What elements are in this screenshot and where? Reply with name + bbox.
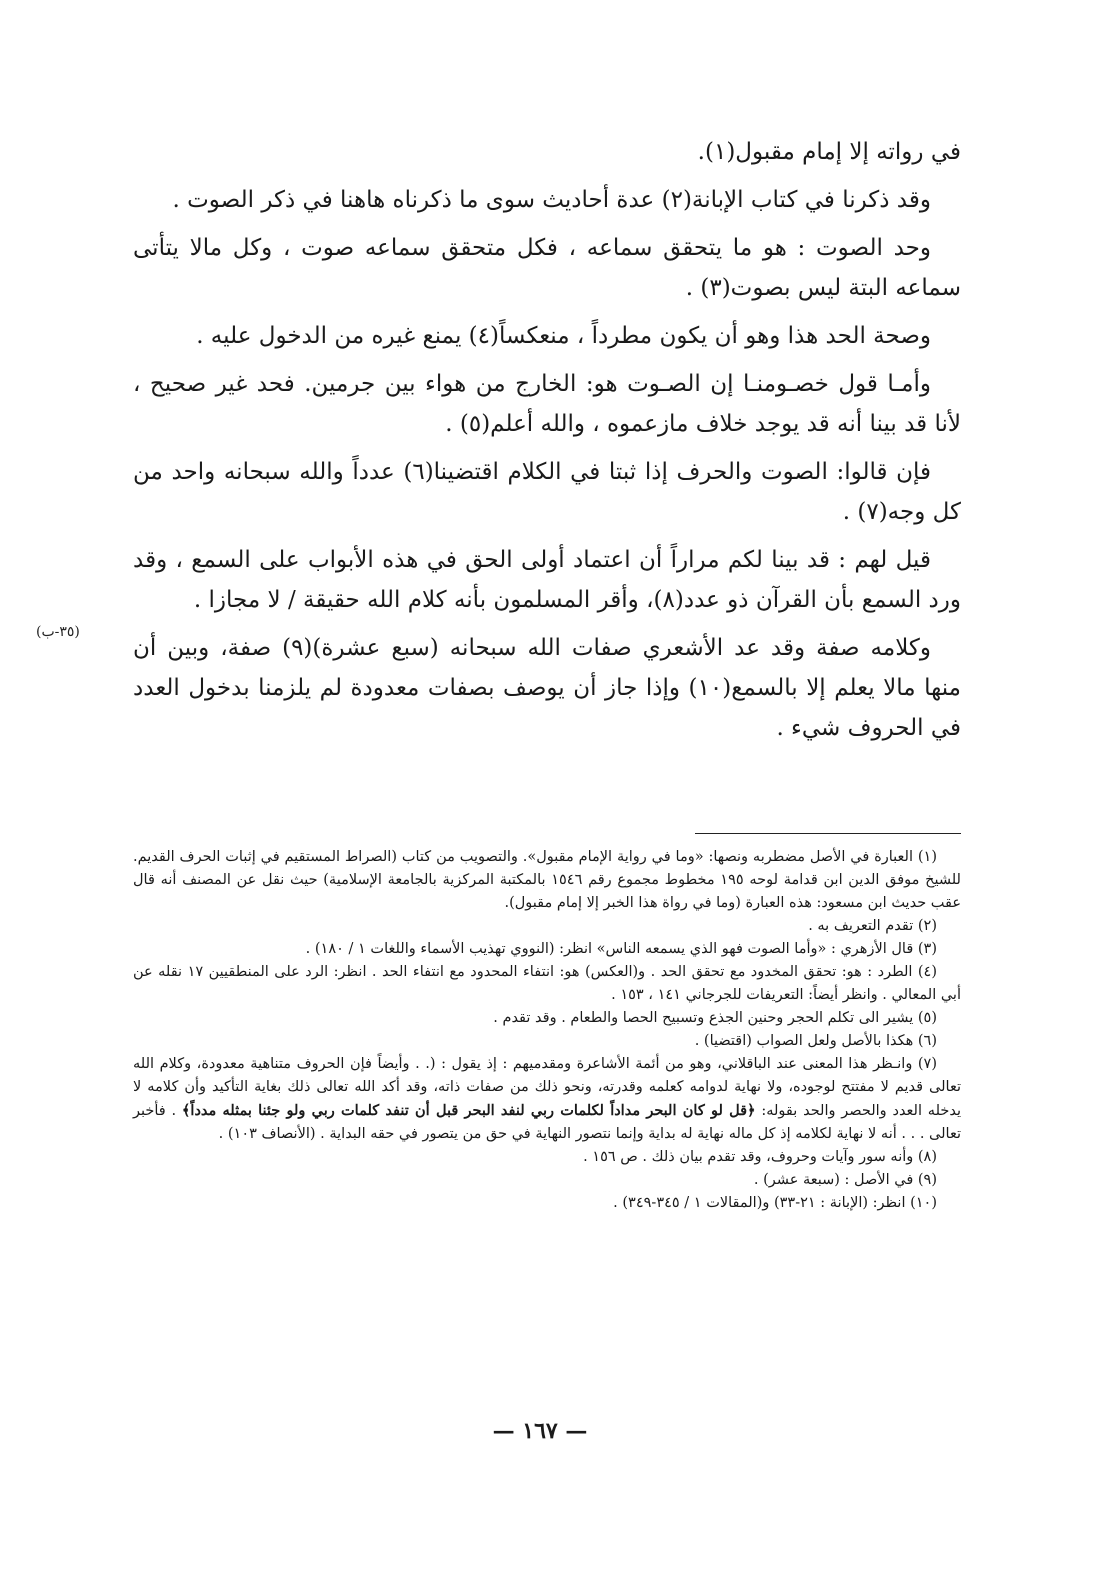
- footnote-6: (٦) هكذا بالأصل ولعل الصواب (اقتضيا) .: [694, 1033, 937, 1049]
- footnote-7: [133, 1053, 961, 1146]
- page-number: — ١٦٧ —: [492, 1418, 588, 1444]
- footnote-9: (٩) في الأصل : (سبعة عشر) .: [753, 1172, 937, 1188]
- footnote-2: (٢) تقدم التعريف به .: [808, 918, 937, 934]
- paragraph-3: وحد الصوت : هو ما يتحقق سماعه ، فكل متحقق سماعه صوت ، وكل مالا يتأتى سماعه البتة ليس بصوت(٣) .: [133, 235, 961, 301]
- footnote-7-text-b: . فأخبر تعالى . . . أنه لا نهاية لكلامه إذ كل ماله نهاية له بداية وإنما نتصور النهاية في حق من يتصور في حقه البداية . (الأنصاف ١٠٣) .: [133, 1103, 961, 1142]
- paragraph-1: في رواته إلا إمام مقبول(١).: [697, 139, 961, 165]
- footnote-10: (١٠) انظر: (الإبانة : ٢١-٣٣) و(المقالات ١ / ٣٤٥-٣٤٩) .: [613, 1195, 937, 1211]
- paragraph-6: فإن قالوا: الصوت والحرف إذا ثبتا في الكلام اقتضينا(٦) عدداً والله سبحانه واحد من كل وجه(٧) .: [133, 459, 961, 525]
- footnote-8: (٨) وأنه سور وآيات وحروف، وقد تقدم بيان ذلك . ص ١٥٦ .: [583, 1149, 937, 1165]
- paragraph-5: وأمـا قول خصـومنـا إن الصـوت هو: الخارج من هواء بين جرمين. فحد غير صحيح ، لأنا قد بينا أنه قد يوجد خلاف مازعموه ، والله أعلم(٥) .: [133, 371, 961, 437]
- marginal-folio-note: (٣٥-ب): [36, 624, 80, 640]
- footnote-7-text-a: (٧) وانـظر هذا المعنى عند الباقلاني، وهو من أئمة الأشاعرة ومقدميهم : إذ يقول : (. . وأيضاً فإن الحروف متناهية معدودة، وكلام الله تعالى قديم لا مفتتح لوجوده، ولا نهاية لدوامه كعلمه وقدرته، ونحو ذلك من صفات ذاته، وقد أكد الله تعالى ذلك بغاية التأكيد وأن كلامه لا يدخله العدد والحصر والحد بقوله:: [133, 1056, 961, 1119]
- main-text: [133, 132, 961, 756]
- paragraph-2: وقد ذكرنا في كتاب الإبانة(٢) عدة أحاديث سوى ما ذكرناه هاهنا في ذكر الصوت .: [172, 187, 931, 213]
- footnote-7-quran-quote: ﴿قل لو كان البحر مداداً لكلمات ربي لنفد البحر قبل أن تنفد كلمات ربي ولو جئنا بمثله مدداً﴾: [181, 1102, 756, 1119]
- paragraph-7: قيل لهم : قد بينا لكم مراراً أن اعتماد أولى الحق في هذه الأبواب على السمع ، وقد ورد السمع بأن القرآن ذو عدد(٨)، وأقر المسلمون بأنه كلام الله حقيقة / لا مجازا .: [133, 547, 961, 613]
- footnote-5: (٥) يشير الى تكلم الحجر وحنين الجذع وتسبيح الحصا والطعام . وقد تقدم .: [493, 1010, 937, 1026]
- paragraph-8: وكلامه صفة وقد عد الأشعري صفات الله سبحانه (سبع عشرة)(٩) صفة، وبين أن منها مالا يعلم إلا بالسمع(١٠) وإذا جاز أن يوصف بصفات معدودة لم يلزمنا بدخول العدد في الحروف شيء .: [133, 635, 962, 741]
- footnotes: [133, 846, 961, 1215]
- footnote-1: (١) العبارة في الأصل مضطربه ونصها: «وما في رواية الإمام مقبول». والتصويب من كتاب (الصراط المستقيم في إثبات الحرف القديم. للشيخ موفق الدين ابن قدامة لوحه ١٩٥ مخطوط مجموع رقم ١٥٤٦ بالمكتبة المركزية بالجامعة الإسلامية) حيث نقل عن المصنف أنه قال عقب حديث ابن مسعود: هذه العبارة (وما في رواة هذا الخبر إلا إمام مقبول).: [133, 849, 961, 911]
- footnote-separator: [695, 833, 961, 834]
- footnote-3: (٣) قال الأزهري : «وأما الصوت فهو الذي يسمعه الناس» انظر: (النووي تهذيب الأسماء واللغات ١ / ١٨٠) .: [305, 941, 937, 957]
- paragraph-4: وصحة الحد هذا وهو أن يكون مطرداً ، منعكساً(٤) يمنع غيره من الدخول عليه .: [196, 323, 931, 349]
- footnote-4: (٤) الطرد : هو: تحقق المخدود مع تحقق الحد . و(العكس) هو: انتفاء المحدود مع انتفاء الحد . انظر: الرد على المنطقيين ١٧ نقله عن أبي المعالي . وانظر أيضاً: التعريفات للجرجاني ١٤١ ، ١٥٣ .: [133, 964, 961, 1003]
